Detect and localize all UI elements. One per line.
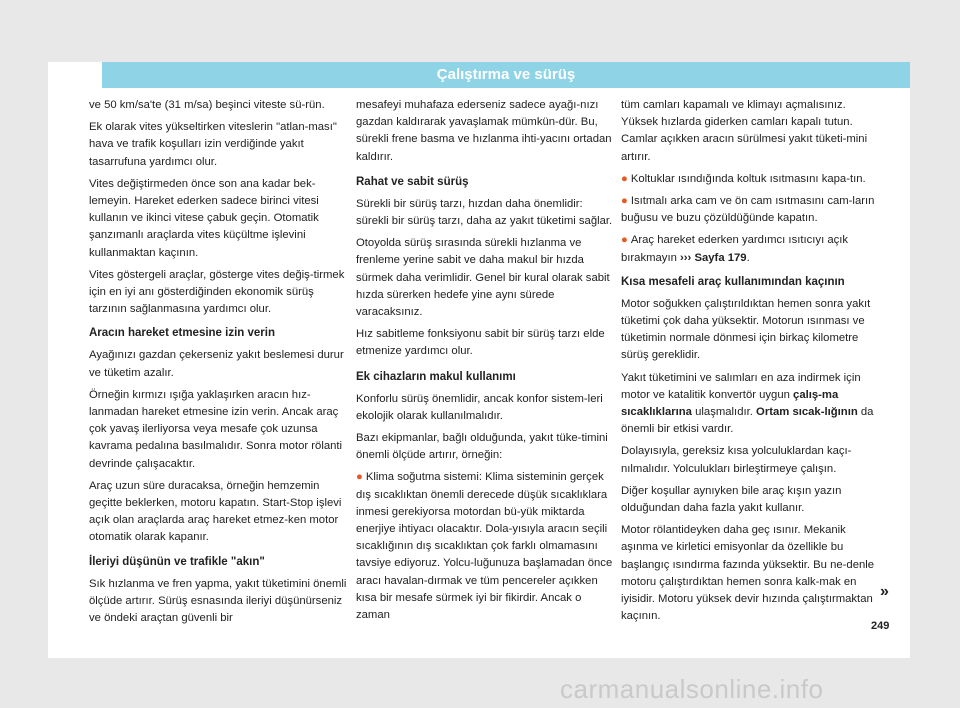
text-column-3: [621, 97, 879, 630]
paragraph: Diğer koşullar aynıyken bile araç kışın yazın olduğundan daha fazla yakıt kullanır.: [621, 484, 842, 515]
paragraph: Dolayısıyla, gereksiz kısa yolculuklardan kaçı-nılmalıdır. Yolculukları birleştirmeye çalışın.: [621, 445, 852, 475]
paragraph: ve 50 km/sa'te (31 m/sa) beşinci viteste sü-rün.: [89, 99, 325, 111]
text-column-1: [89, 97, 347, 632]
bullet-item: [356, 469, 614, 624]
section-heading: Aracın hareket etmesine izin verin: [89, 327, 275, 340]
bullet-icon: ●: [356, 471, 363, 484]
section-heading: Rahat ve sabit sürüş: [356, 175, 469, 188]
paragraph: [621, 370, 879, 439]
paragraph: Bazı ekipmanlar, bağlı olduğunda, yakıt tüke-timini önemli ölçüde artırır, örneğin:: [356, 432, 608, 462]
bullet-icon: ●: [621, 172, 628, 185]
bullet-item: [621, 193, 879, 227]
bullet-text: Araç hareket ederken yardımcı ısıtıcıyı açık bırakmayın: [621, 234, 849, 264]
bullet-icon: ●: [621, 195, 628, 208]
paragraph: Vites değiştirmeden önce son ana kadar bek-lemeyin. Hareket ederken sadece birinci vitesi kullanın ve ikinci vitese çabuk geçin. Otomatik şanzımanlı araçlarda vites küçültme işlevini kullanmaktan kaçının.: [89, 177, 319, 259]
section-header: Çalıştırma ve sürüş: [102, 62, 910, 88]
paragraph: Sürekli bir sürüş tarzı, hızdan daha önemlidir: sürekli bir sürüş tarzı, daha az yakıt tüketimi sağlar.: [356, 197, 613, 228]
text-column-2: [356, 97, 614, 629]
bullet-item: [621, 232, 879, 266]
paragraph: tüm camları kapamalı ve klimayı açmalısınız. Yüksek hızlarda giderken camları kapalı tutun. Camlar açıkken aracın sürülmesi yakıt tüketi-mini artırır.: [621, 99, 868, 163]
paragraph: Konforlu sürüş önemlidir, ancak konfor sistem-leri ekolojik olarak kullanılmalıdır.: [356, 392, 603, 422]
emphasis-text: çalış-ma sıcaklıklarına: [621, 388, 839, 419]
paragraph: Motor rölantideyken daha geç ısınır. Mekanik aşınma ve kirletici emisyonlar da özellikle bu başlangıç ısındırma fazında yüksektir. Bu ne-denle motoru çalıştırdıktan hemen sonra kalk-mak en iyisidir. Motoru yüksek devir hızında çalıştırmaktan kaçının.: [621, 524, 875, 623]
paragraph: Otoyolda sürüş sırasında sürekli hızlanma ve frenleme yerine sabit ve daha makul bir hızda sürmek daha verimlidir. Genel bir kural olarak sabit hızda sürerken hedefe yine aynı sürede varacaksınız.: [356, 237, 610, 319]
section-heading: Kısa mesafeli araç kullanımından kaçının: [621, 275, 845, 288]
section-heading: Ek cihazların makul kullanımı: [356, 370, 516, 383]
paragraph: Araç uzun süre duracaksa, örneğin hemzemin geçitte beklerken, motoru kapatın. Start-Stop işlevi açık olan araçlarda araç hareket etmez-ken motor otomatik olarak kapanır.: [89, 479, 342, 544]
section-heading: İleriyi düşünün ve trafikle "akın": [89, 555, 265, 568]
page-number: 249: [871, 620, 890, 632]
bullet-text: Klima soğutma sistemi: Klima sisteminin gerçek dış sıcaklıktan önemli derecede düşük sıcaklıklara inmesi gerekiyorsa motordan bü-yük miktarda enerjiye ihtiyacı olacaktır. Dola-yısıyla aracın seçili sıcaklığının dış sıcaklıktan çok farklı olmamasını tavsiye ediyoruz. Yolcu-luğunuza başlamadan önce aracı havalan-dırmak ve tüm pencereler açıkken kısa bir mesafe sürmek iyi bir fikirdir. Ancak o zaman: [356, 471, 613, 622]
page-reference-link[interactable]: ››› Sayfa 179: [680, 251, 747, 264]
paragraph: Sık hızlanma ve fren yapma, yakıt tüketimini önemli ölçüde artırır. Sürüş esnasında ileriyi düşünürseniz ve öndeki araçtan güvenli bir: [89, 577, 347, 625]
paragraph: Motor soğukken çalıştırıldıktan hemen sonra yakıt tüketimi çok daha yüksektir. Motorun ısınması ve tüketimin normale dönmesi için birkaç kilometre sürüş gereklidir.: [621, 297, 871, 362]
continue-arrow-icon: »: [880, 583, 889, 600]
text-run: Yakıt tüketimini ve salımları en aza indirmek için motor ve katalitik konvertör uygun: [621, 371, 861, 401]
paragraph: Ek olarak vites yükseltirken viteslerin "atlan-ması" hava ve trafik koşulları izin verdiğinde yakıt tasarrufuna yardımcı olur.: [89, 121, 337, 168]
text-run: ulaşmalıdır.: [695, 406, 753, 419]
bullet-text: Koltuklar ısındığında koltuk ısıtmasını kapa-tın.: [630, 172, 866, 185]
paragraph: mesafeyi muhafaza ederseniz sadece ayağı-nızı gazdan kaldırarak yavaşlamak mümkün-dür. Bu, sürekli frene basma ve hızlanma ihti-yacını ortadan kaldırır.: [356, 99, 612, 163]
paragraph: Ayağınızı gazdan çekerseniz yakıt beslemesi durur ve tüketim azalır.: [89, 349, 344, 379]
watermark: carmanualsonline.info: [560, 674, 824, 704]
bullet-end: .: [746, 251, 750, 264]
text-run: da önemli bir etkisi vardır.: [621, 406, 874, 436]
paragraph: Hız sabitleme fonksiyonu sabit bir sürüş tarzı elde etmenize yardımcı olur.: [356, 328, 605, 358]
emphasis-text: Ortam sıcak-lığının: [756, 406, 858, 419]
bullet-text: Isıtmalı arka cam ve ön cam ısıtmasını cam-ların buğusu ve buzu çözüldüğünde kapatın.: [621, 195, 875, 225]
bullet-item: [621, 171, 879, 188]
bullet-icon: ●: [621, 234, 628, 247]
paragraph: Örneğin kırmızı ışığa yaklaşırken aracın hız-lanmadan hareket etmesine izin verin. Ancak araç çok yavaş ilerliyorsa veya mesafe çok uzunsa kavrama pedalına basılmalıdır. Sonra motor rölanti devrinde çalışacaktır.: [89, 388, 343, 470]
paragraph: Vites göstergeli araçlar, gösterge vites değiş-tirmek için en iyi anı gösterdiğinden ekonomik sürüş tarzının sağlanmasına yardımcı olur.: [89, 268, 345, 316]
